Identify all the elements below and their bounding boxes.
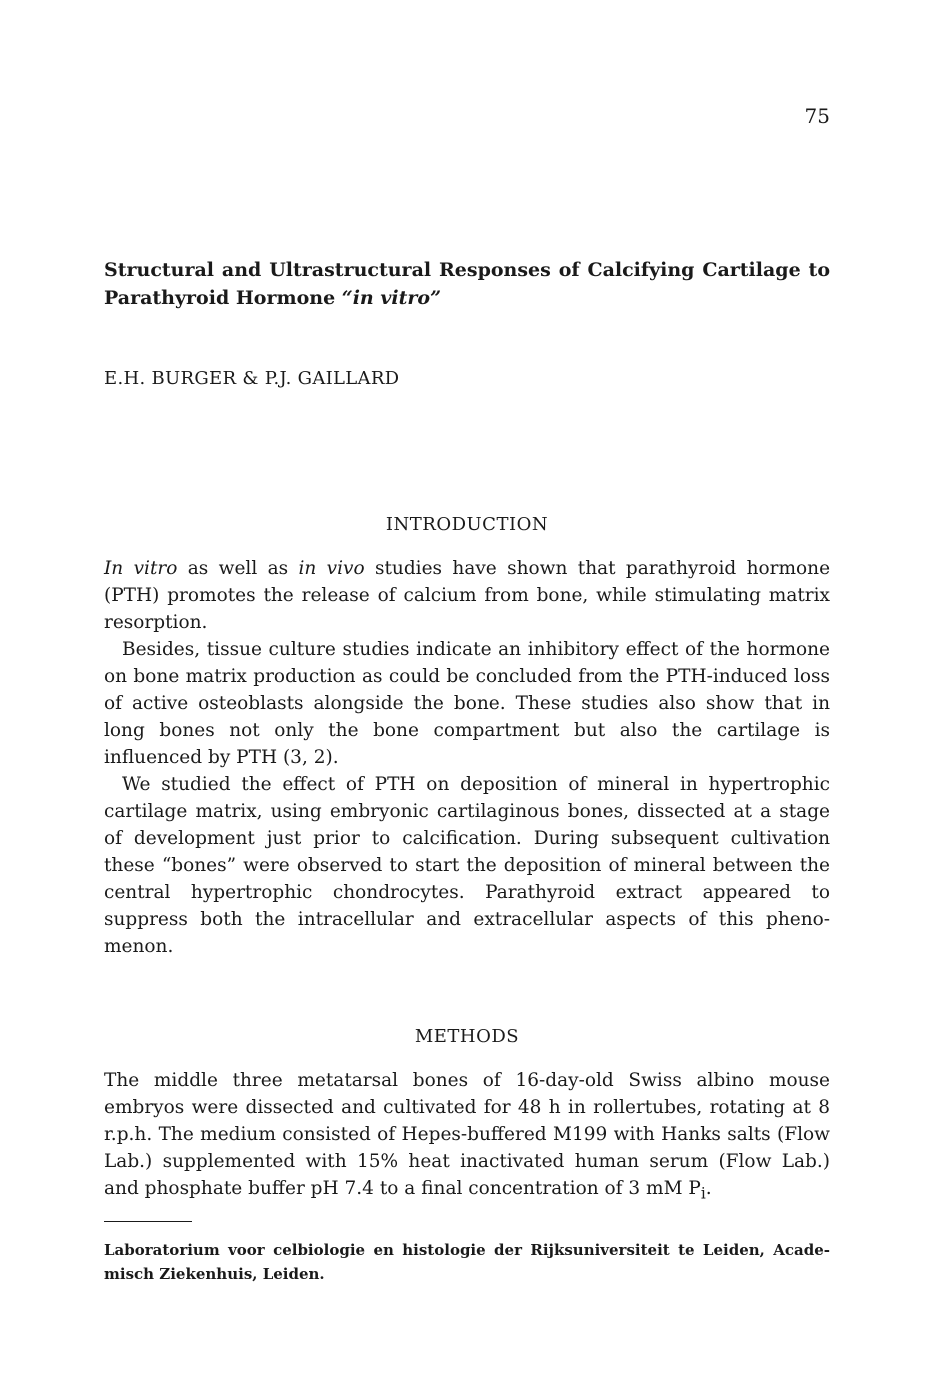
title-line-1: Structural and Ultrastructural Responses of Calcifying Cartilage to (104, 259, 830, 281)
methods-heading: METHODS (414, 1026, 520, 1047)
title-line-2: Parathyroid Hormone (104, 287, 342, 309)
intro-italic-in-vitro: In vitro (104, 558, 178, 579)
intro-paragraph-2: Besides, tissue culture studies indicate an inhibitory effect of the hormone on bone matrix production as could be concluded from the PTH-induced loss of active osteoblasts alongside the bone. These studies also show that in long bones not only the bone compartment but also the cartilage is influenced by PTH (3, 2). (104, 639, 830, 768)
introduction-heading: INTRODUCTION (385, 514, 549, 535)
paper-title (104, 256, 830, 312)
methods-paragraph-1 (104, 1067, 830, 1208)
methods-p1-subscript: i (700, 1184, 706, 1203)
introduction-body (104, 555, 830, 960)
footnote: Laboratorium voor celbiologie en histologie der Rijksuniversiteit te Leiden, Acade-misch Ziekenhuis, Leiden. (104, 1241, 830, 1283)
intro-paragraph-1 (104, 555, 830, 636)
methods-p1-end: . (705, 1178, 712, 1199)
intro-p1-text-2: studies have shown that parathyroid hormone (PTH) promotes the release of calcium from bone, while stimulating matrix resorption. (104, 558, 831, 633)
intro-p1-text-1: as well as (177, 558, 299, 579)
intro-italic-in-vivo: in vivo (298, 558, 365, 579)
intro-paragraph-3: We studied the effect of PTH on deposition of mineral in hypertrophic cartilage matrix, using embryonic cartilaginous bones, dissected at a stage of development just prior to calcification. During subsequent cultivation these “bones” were observed to start the deposition of mineral between the central hypertrophic chondrocytes. Parathyroid extract appeared to suppress both the intracellular and extracellular aspects of this pheno-menon. (104, 774, 830, 957)
methods-body (104, 1067, 830, 1208)
methods-p1-text: The middle three metatarsal bones of 16-day-old Swiss albino mouse embryos were dissected and cultivated for 48 h in rollertubes, rotating at 8 r.p.h. The medium consisted of Hepes-buffered M199 with Hanks salts (Flow Lab.) supplemented with 15% heat inactivated human serum (Flow Lab.) and phosphate buffer pH 7.4 to a final concentration of 3 mM P (104, 1070, 830, 1199)
page-number: 75 (804, 104, 830, 128)
footnote-rule (104, 1221, 192, 1222)
title-italic: “in vitro” (341, 287, 442, 309)
authors: E.H. BURGER & P.J. GAILLARD (104, 368, 400, 389)
